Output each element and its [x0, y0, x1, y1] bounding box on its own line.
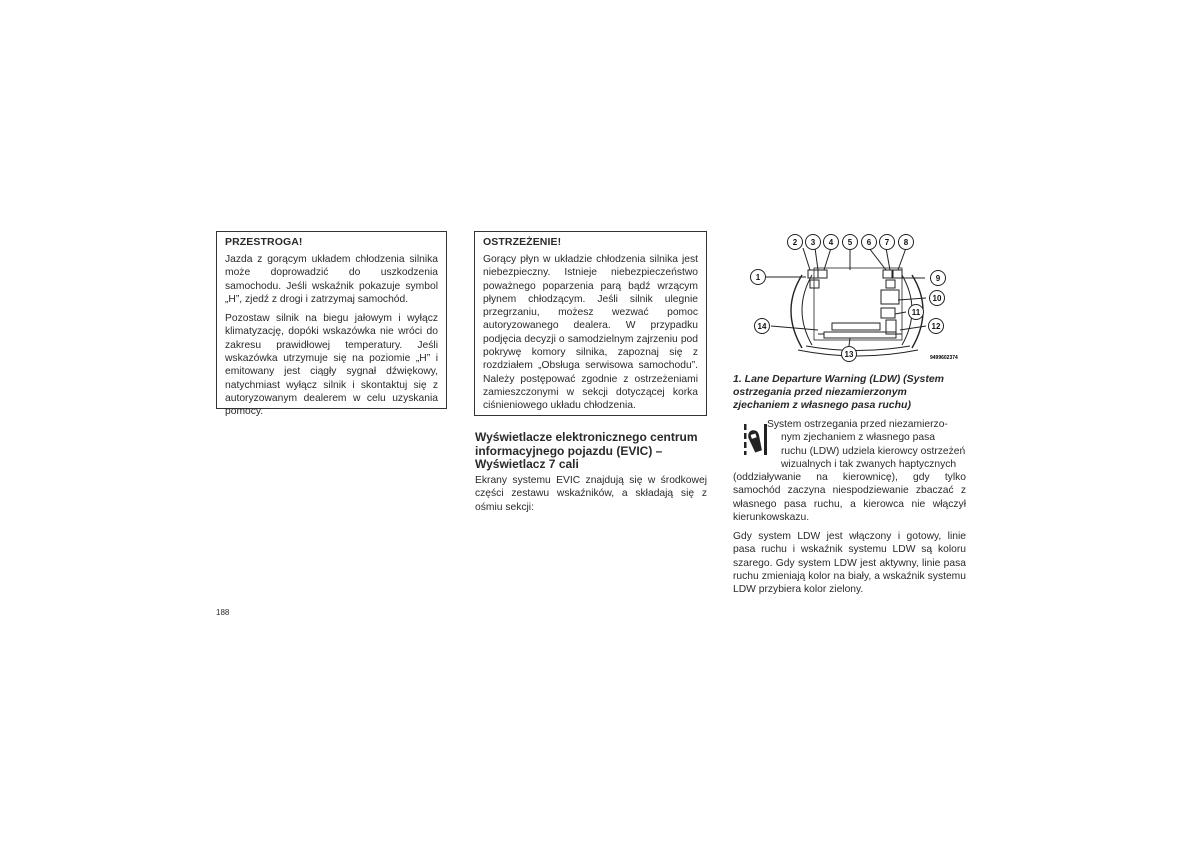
callout-14: [755, 319, 770, 334]
heading-line: Wyświetlacz 7 cali: [475, 457, 579, 471]
ldw-line: System ostrzegania przed niezamierzo-: [767, 419, 948, 430]
evic-display-diagram: [740, 230, 975, 365]
section-heading-evic: [475, 431, 710, 472]
callout-8: [899, 235, 914, 250]
svg-text:7: 7: [884, 238, 890, 247]
svg-text:6: 6: [866, 238, 872, 247]
svg-text:12: 12: [931, 322, 941, 331]
warning-paragraph: Gorący płyn w układzie chłodzenia silnika jest niebezpieczny. Istnieje niebezpieczeństwo poważnego poparzenia parą bądź wrzącym płynem chłodzącym. Jeśli silnik ulegnie przegrzaniu, możesz wezwać pomoc autoryzowanego dealera. W przypadku podjęcia decyzji o samodzielnym zajrzeniu pod pokrywę komory silnika, zapoznaj się z rozdziałem „Obsługa serwisowa samochodu”. Należy postępować zgodnie z ostrzeżeniami zamieszczonymi w sekcji dotyczącej korka ciśnieniowego układu chłodzenia.: [483, 254, 698, 412]
callout-4: [824, 235, 839, 250]
svg-text:13: 13: [844, 350, 854, 359]
svg-text:14: 14: [757, 322, 767, 331]
callout-5: [843, 235, 858, 250]
caution-title: PRZESTROGA!: [225, 236, 303, 248]
caption-line: 1. Lane Departure Warning (LDW) (System: [733, 373, 945, 385]
svg-text:5: 5: [847, 238, 853, 247]
warning-title: OSTRZEŻENIE!: [483, 236, 562, 248]
caution-paragraph: Jazda z gorącym układem chłodzenia silnika może doprowadzić do uszkodzenia samochodu. Jeśli wskaźnik pokazuje symbol „H”, zjedź z drogi i zatrzymaj samochód.: [225, 254, 438, 305]
svg-text:2: 2: [792, 238, 798, 247]
ldw-paragraph-1: [733, 418, 966, 524]
page-number: 188: [216, 608, 230, 617]
heading-line: Wyświetlacze elektronicznego centrum: [475, 430, 698, 444]
callout-1: [751, 270, 766, 285]
svg-text:9: 9: [935, 274, 941, 283]
figure-id: 9499602374: [930, 355, 958, 361]
caption-line: ostrzegania przed niezamierzonym: [733, 386, 907, 398]
caution-paragraph: Pozostaw silnik na biegu jałowym i wyłącz klimatyzację, dopóki wskazówka nie wróci do zakresu prawidłowej temperatury. Jeśli wskazówka utrzymuje się na poziomie „H” i emitowany jest ciągły sygnał dźwiękowy, natychmiast wyłącz silnik i skontaktuj się z autoryzowanym dealerem w celu uzyskania pomocy.: [225, 313, 438, 418]
callout-9: [931, 271, 946, 286]
ldw-line: wizualnych i tak zwanych haptycznych: [781, 458, 957, 470]
ldw-line: (oddziaływanie na kierownicę), gdy tylko samochód zaczyna niespodziewanie zbaczać z własnego pasa ruchu, a kierowca nie włączył kierunkowskazu.: [733, 472, 966, 524]
callout-6: [862, 235, 877, 250]
svg-text:3: 3: [810, 238, 816, 247]
svg-text:1: 1: [755, 273, 761, 282]
callout-2: [788, 235, 803, 250]
evic-body-text: Ekrany systemu EVIC znajdują się w środkowej części zestawu wskaźników, a składają się z ośmiu sekcji:: [475, 475, 707, 513]
warning-box: [474, 231, 707, 416]
callout-11: [909, 305, 924, 320]
ldw-caption: [733, 373, 973, 412]
svg-text:11: 11: [911, 308, 921, 317]
heading-line: informacyjnego pojazdu (EVIC) –: [475, 443, 663, 458]
callout-13: [842, 347, 857, 362]
svg-text:10: 10: [932, 294, 942, 303]
callout-3: [806, 235, 821, 250]
caption-line: zjechaniem z własnego pasa ruchu): [733, 399, 911, 411]
ldw-line: ruchu (LDW) udziela kierowcy ostrzeżeń: [781, 445, 966, 457]
callout-7: [880, 235, 895, 250]
ldw-line: nym zjechaniem z własnego pasa: [781, 432, 935, 444]
svg-text:8: 8: [903, 238, 909, 247]
callout-12: [929, 319, 944, 334]
ldw-paragraph-2: Gdy system LDW jest włączony i gotowy, linie pasa ruchu i wskaźnik systemu LDW są koloru szarego. Gdy system LDW jest aktywny, linie pasa ruchu zmieniają kolor na biały, a wskaźnik systemu LDW przybiera kolor zielony.: [733, 531, 966, 596]
callout-10: [930, 291, 945, 306]
caution-box: [216, 231, 447, 418]
svg-text:4: 4: [828, 238, 834, 247]
